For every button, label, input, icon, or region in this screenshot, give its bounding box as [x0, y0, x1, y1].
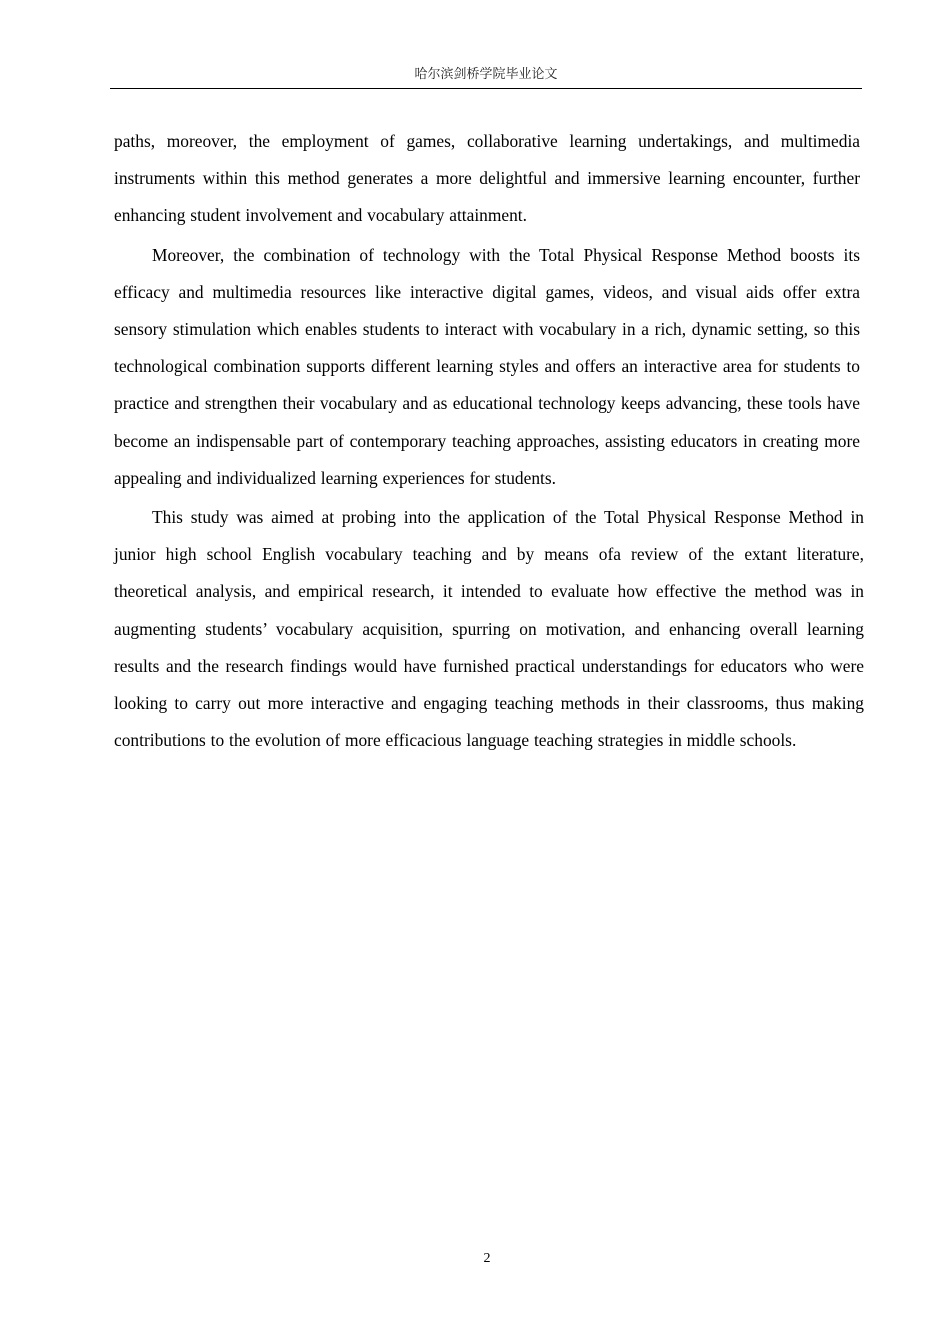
header-title: 哈尔滨剑桥学院毕业论文: [414, 67, 558, 82]
page-header: [110, 66, 862, 89]
page-number: 2: [483, 1251, 491, 1266]
paragraph-continuation: paths, moreover, the employment of games, collaborative learning undertakings, and multimedia instruments within this method generates a more delightful and immersive learning encounter, further enhancing student involvement and vocabulary attainment.: [114, 131, 860, 226]
paragraph-study-aim: This study was aimed at probing into the application of the Total Physical Response Method in junior high school English vocabulary teaching and by means ofa review of the extant literature, theoretical analysis, and empirical research, it intended to evaluate how effective the method was in augmenting students’ vocabulary acquisition, spurring on motivation, and enhancing overall learning results and the research findings would have furnished practical understandings for educators who were looking to carry out more interactive and engaging teaching methods in their classrooms, thus making contributions to the evolution of more efficacious language teaching strategies in middle schools.: [114, 507, 864, 751]
body-text: [114, 123, 864, 761]
paragraph-technology: Moreover, the combination of technology with the Total Physical Response Method boosts its efficacy and multimedia resources like interactive digital games, videos, and visual aids offer extra sensory stimulation which enables students to interact with vocabulary in a rich, dynamic setting, so this technological combination supports different learning styles and offers an interactive area for students to practice and strengthen their vocabulary and as educational technology keeps advancing, these tools have become an indispensable part of contemporary teaching approaches, assisting educators in creating more appealing and individualized learning experiences for students.: [114, 244, 860, 488]
